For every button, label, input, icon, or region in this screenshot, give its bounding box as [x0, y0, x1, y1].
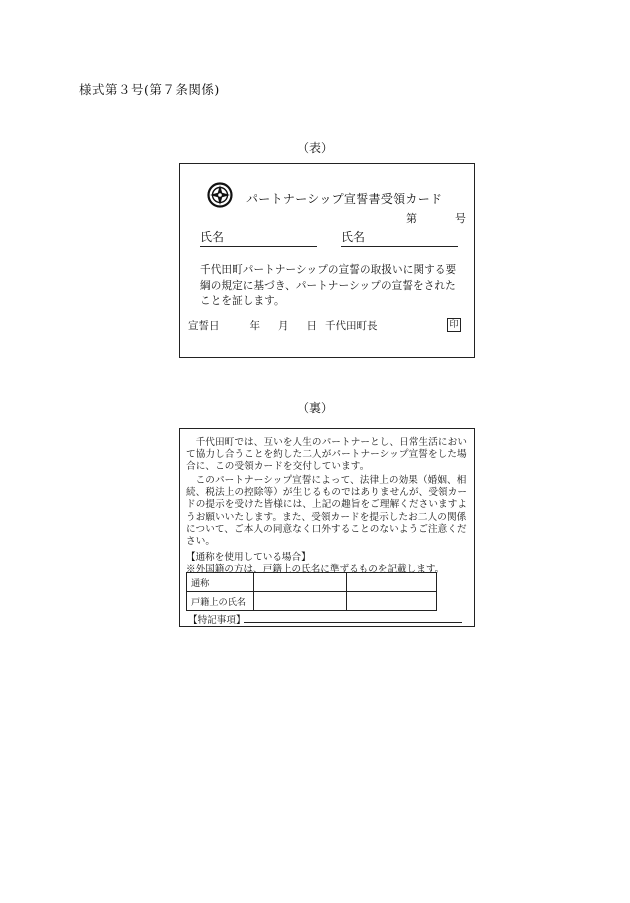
special-notes-label: 【特記事項】	[188, 615, 246, 626]
table-cell	[253, 573, 346, 592]
certification-text: 千代田町パートナーシップの宣誓の取扱いに関する要綱の規定に基づき、パートナーシップの宣誓をされたことを証します。	[200, 264, 457, 307]
back-side-label: （裏）	[296, 401, 333, 415]
name-field-1	[200, 228, 317, 247]
receipt-card-front	[179, 163, 475, 358]
day-label: 日	[306, 320, 317, 332]
front-side-label: （表）	[296, 141, 333, 155]
chiyoda-emblem-icon	[207, 182, 233, 208]
alias-row-label: 通称	[187, 573, 254, 592]
year-label: 年	[249, 320, 260, 332]
name-label-1: 氏名	[200, 230, 225, 244]
table-row	[187, 573, 437, 592]
pledge-date-label: 宣誓日	[188, 320, 220, 332]
name-field-2	[341, 228, 458, 247]
name-label-2: 氏名	[341, 230, 366, 244]
mayor-label: 千代田町長	[325, 320, 378, 332]
family-register-name-row-label: 戸籍上の氏名	[187, 592, 254, 611]
table-cell	[253, 592, 346, 611]
form-number: 様式第３号(第７条関係)	[79, 82, 220, 97]
name-table	[186, 572, 437, 611]
back-paragraph-1: 千代田町では、互いを人生のパートナーとし、日常生活において協力し合うことを約した二人がパートナーシップ宣誓をした場合に、この受領カードを交付しています。	[186, 437, 468, 473]
back-paragraph-2: このパートナーシップ宣誓によって、法律上の効果（婚姻、相続、税法上の控除等）が生じるものではありませんが、受領カードの提示を受けた皆様には、上記の趣旨をご理解くださいますようお願いいたします。また、受領カードを提示したお二人の関係について、ご本人の同意なく口外することのないようご注意ください。	[186, 475, 468, 548]
table-cell	[346, 592, 436, 611]
card-title: パートナーシップ宣誓書受領カード	[246, 192, 443, 206]
receipt-card-back	[179, 428, 475, 627]
seal-box: 印	[447, 318, 461, 332]
number-prefix: 第	[406, 212, 417, 225]
month-label: 月	[278, 320, 289, 332]
alias-heading: 【通称を使用している場合】	[186, 552, 311, 563]
table-cell	[346, 573, 436, 592]
pledge-date-row	[188, 318, 378, 333]
table-row	[187, 592, 437, 611]
foreign-nationality-note: ※外国籍の方は、戸籍上の氏名に準ずるものを記載します。	[186, 564, 445, 575]
number-suffix: 号	[455, 212, 466, 225]
special-notes-line	[244, 622, 462, 623]
card-number	[406, 210, 466, 226]
